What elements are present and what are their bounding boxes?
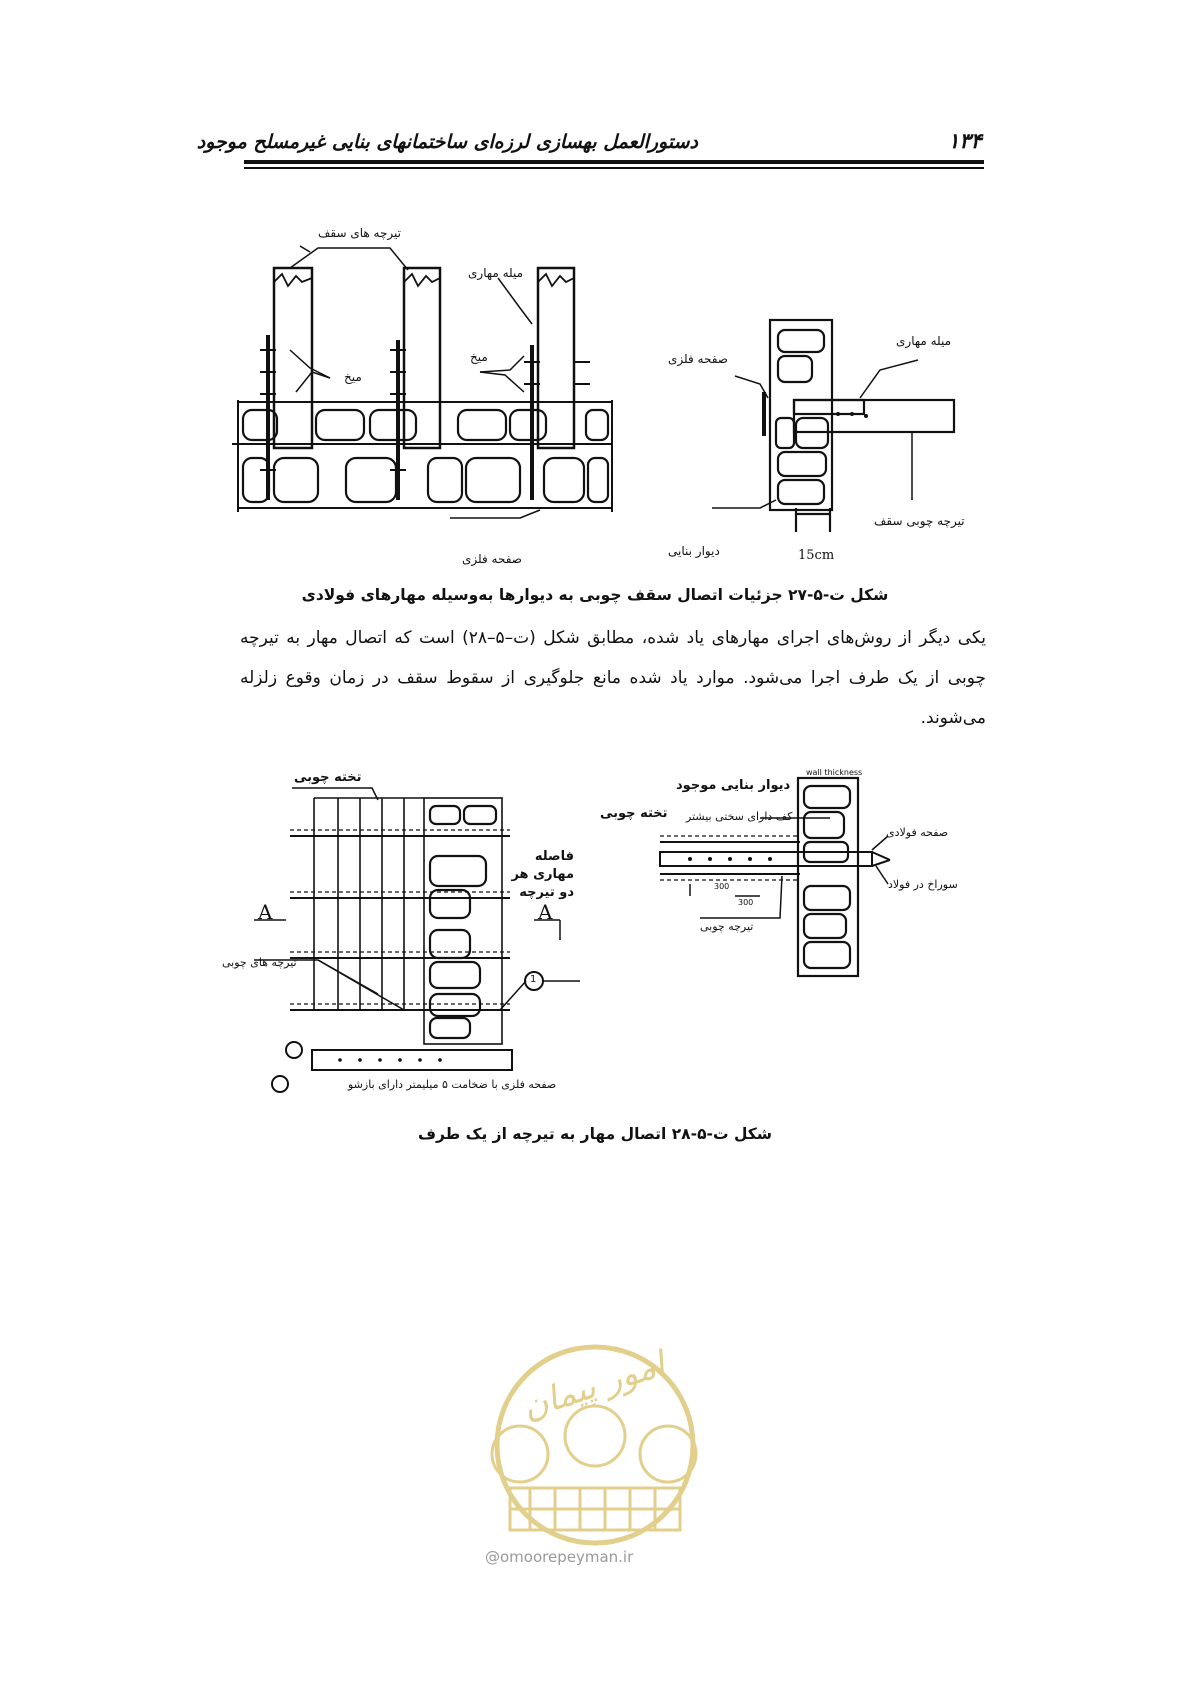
watermark-url: @omoorepeyman.ir xyxy=(485,1548,634,1566)
watermark-text: امور پیمان xyxy=(517,1344,670,1428)
label-dim-b: 300 xyxy=(738,898,754,907)
label-wooden-joists: تیرچه های چوبی xyxy=(222,956,297,969)
marker-1: 1 xyxy=(530,974,537,985)
page-number: ۱۳۴ xyxy=(948,128,982,153)
label-nail-right: میخ xyxy=(470,350,488,364)
running-header-title: دستورالعمل بهسازی لرزه‌ای ساختمانهای بنایی غیرمسلح موجود xyxy=(196,131,698,153)
body-paragraph: یکی دیگر از روش‌های اجرای مهارهای یاد شده، مطابق شکل (ت–۵–۲۸) است که اتصال مهار به تیرچه چوبی از یک طرف اجرا می‌شود. موارد یاد شده مانع جلوگیری از سقوط سقف در زمان وقوع زلزله می‌شوند. xyxy=(240,628,986,728)
label-roof-joists: تیرچه های سقف xyxy=(318,226,401,240)
label-plate-note: صفحه فلزی با ضخامت ۵ میلیمتر دارای بازشو xyxy=(348,1078,557,1091)
label-wooden-joist-right: تیرچه چوبی xyxy=(700,920,754,933)
label-wood-board-left: تخته چوبی xyxy=(294,770,362,785)
label-masonry-wall: دیوار بنایی xyxy=(668,544,720,558)
label-section-a-left: A xyxy=(258,900,273,924)
figure28-caption: شکل ت-۵-۲۸ اتصال مهار به تیرچه از یک طرف xyxy=(417,1125,773,1143)
figure27-caption: شکل ت-۵-۲۷ جزئیات اتصال سقف چوبی به دیوارها به‌وسیله مهارهای فولادی xyxy=(301,586,889,604)
label-anchor-rod-left: میله مهاری xyxy=(468,266,524,280)
label-section-a-right: A xyxy=(538,900,553,924)
label-nail-left: میخ xyxy=(344,370,362,384)
label-wall-thickness: wall thickness xyxy=(806,768,863,777)
label-metal-plate-right: صفحه فلزی xyxy=(668,352,728,366)
label-dimension-15cm: 15cm xyxy=(798,548,835,563)
label-existing-wall: دیوار بنایی موجود xyxy=(676,778,791,793)
label-wooden-joist: تیرچه چوبی سقف xyxy=(874,514,965,528)
label-anchor-spacing: فاصله مهاری هر دو تیرچه xyxy=(511,849,574,900)
label-stiffer-floor: کف دارای سختی بیشتر xyxy=(686,810,793,823)
label-metal-plate-left: صفحه فلزی xyxy=(462,552,522,566)
label-steel-hole: سوراخ در فولاد xyxy=(888,878,958,891)
label-anchor-rod-right: میله مهاری xyxy=(896,334,952,348)
label-dim-a: 300 xyxy=(714,882,730,891)
label-steel-plate: صفحه فولادی xyxy=(886,826,949,839)
label-wood-board-right: تخته چوبی xyxy=(600,806,668,821)
